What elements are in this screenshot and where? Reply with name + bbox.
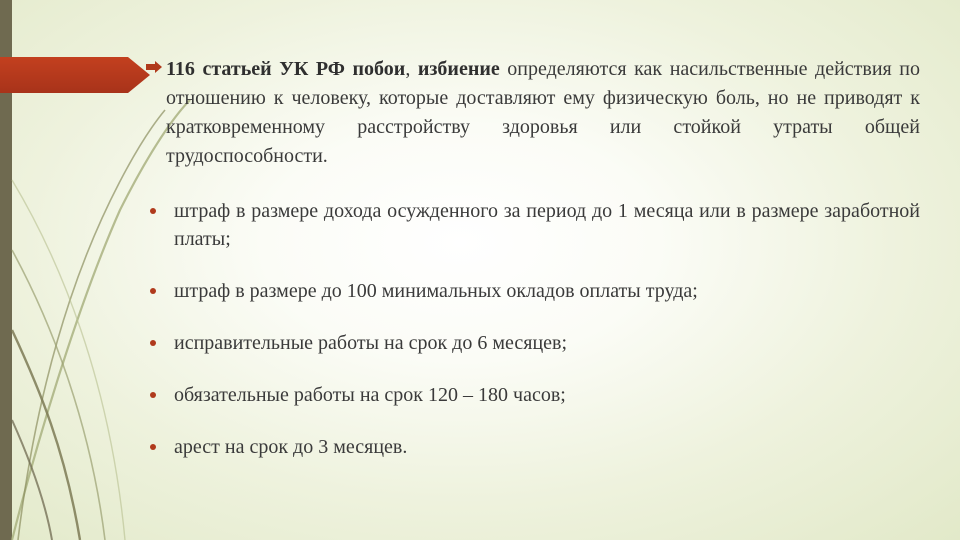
list-item <box>146 381 920 409</box>
arrow-bullet-icon <box>146 61 162 73</box>
list-item-text: арест на срок до 3 месяцев. <box>174 436 408 458</box>
dot-bullet-icon <box>150 340 156 346</box>
list-item <box>146 329 920 357</box>
list-item <box>146 433 920 461</box>
list-item <box>146 277 920 305</box>
dot-bullet-icon <box>150 208 156 214</box>
list-item <box>146 197 920 253</box>
intro-lead-bold: 116 статьей УК РФ побои <box>166 58 406 80</box>
list-item-text: обязательные работы на срок 120 – 180 часов; <box>174 384 566 406</box>
intro-comma: , <box>405 58 418 80</box>
intro-rest-text: определяются как насильственные действия по отношению к человеку, которые доставляют ему физическую боль, но не приводят к кратковременному расстройству здоровья или стойкой утраты общей трудоспособности. <box>166 58 921 167</box>
intro-bold-term: избиение <box>417 58 500 80</box>
list-item-text: штраф в размере до 100 минимальных окладов оплаты труда; <box>174 280 698 302</box>
list-item-text: исправительные работы на срок до 6 месяцев; <box>174 332 568 354</box>
accent-arrow-tab <box>0 57 150 93</box>
penalty-list <box>146 197 920 461</box>
dot-bullet-icon <box>150 288 156 294</box>
dot-bullet-icon <box>150 392 156 398</box>
slide-content <box>146 55 920 485</box>
list-item-text: штраф в размере дохода осужденного за период до 1 месяца или в размере заработной платы; <box>174 200 920 250</box>
intro-paragraph <box>146 55 920 171</box>
dot-bullet-icon <box>150 444 156 450</box>
